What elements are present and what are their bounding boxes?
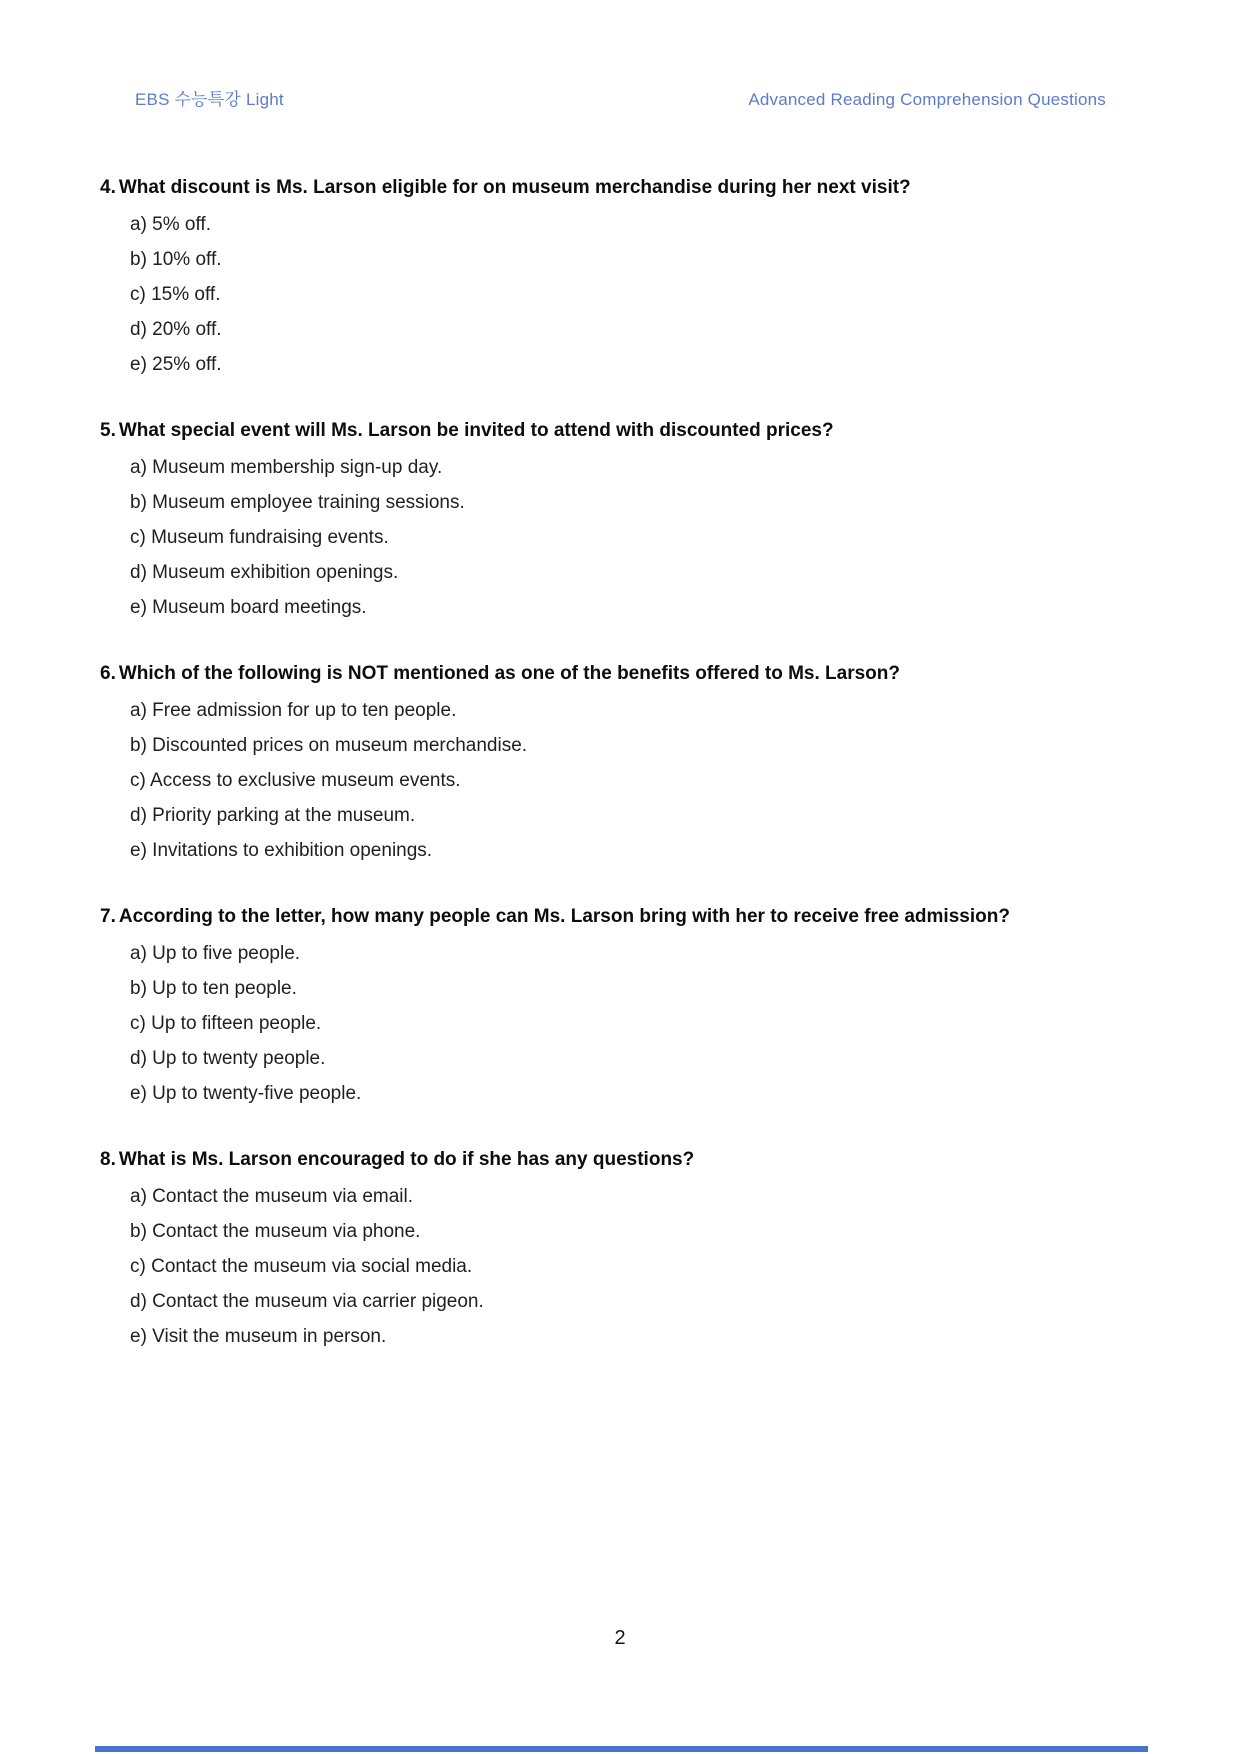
question-8-option-e: e) Visit the museum in person. (130, 1326, 387, 1347)
question-7-option-e: e) Up to twenty-five people. (130, 1083, 362, 1104)
question-7 (100, 899, 1145, 1111)
question-5-option-e: e) Museum board meetings. (130, 597, 367, 618)
question-8-option-a: a) Contact the museum via email. (130, 1186, 414, 1207)
question-6-option-a: a) Free admission for up to ten people. (130, 700, 457, 721)
question-7-option-b: b) Up to ten people. (130, 978, 297, 999)
question-text: What special event will Ms. Larson be invited to attend with discounted prices? (118, 420, 834, 441)
question-4-option-e: e) 25% off. (130, 354, 222, 375)
question-8-option-b: b) Contact the museum via phone. (130, 1221, 421, 1242)
header-right-title: Advanced Reading Comprehension Questions (748, 90, 1106, 109)
question-number: 7. (100, 906, 116, 927)
question-7-title (100, 899, 1023, 934)
question-4-option-d: d) 20% off. (130, 319, 222, 340)
question-number: 4. (100, 177, 116, 198)
question-text: What is Ms. Larson encouraged to do if she has any questions? (118, 1149, 695, 1170)
questions-area (100, 170, 1145, 1385)
question-7-option-c: c) Up to fifteen people. (130, 1013, 322, 1034)
question-8 (100, 1142, 1145, 1354)
question-5 (100, 413, 1145, 625)
question-number: 8. (100, 1149, 116, 1170)
question-number: 5. (100, 420, 116, 441)
question-8-option-c: c) Contact the museum via social media. (130, 1256, 473, 1277)
question-7-option-d: d) Up to twenty people. (130, 1048, 326, 1069)
question-6-option-c: c) Access to exclusive museum events. (130, 770, 461, 791)
question-4-option-b: b) 10% off. (130, 249, 222, 270)
question-6 (100, 656, 1145, 868)
question-5-option-a: a) Museum membership sign-up day. (130, 457, 443, 478)
question-4-option-a: a) 5% off. (130, 214, 211, 235)
question-number: 6. (100, 663, 116, 684)
question-5-option-d: d) Museum exhibition openings. (130, 562, 399, 583)
question-5-title (100, 413, 1145, 448)
question-4 (100, 170, 1145, 382)
question-4-title (100, 170, 1145, 205)
question-6-title (100, 656, 1145, 691)
question-text: According to the letter, how many people can Ms. Larson bring with her to receive free admission? (118, 906, 1010, 927)
page-number: 2 (614, 1627, 626, 1649)
question-6-option-d: d) Priority parking at the museum. (130, 805, 416, 826)
question-8-option-d: d) Contact the museum via carrier pigeon. (130, 1291, 484, 1312)
question-4-option-c: c) 15% off. (130, 284, 221, 305)
question-7-option-a: a) Up to five people. (130, 943, 301, 964)
question-5-option-b: b) Museum employee training sessions. (130, 492, 465, 513)
question-text: Which of the following is NOT mentioned as one of the benefits offered to Ms. Larson? (118, 663, 900, 684)
question-8-title (100, 1142, 1145, 1177)
footer-accent-bar (95, 1746, 1148, 1752)
question-6-option-b: b) Discounted prices on museum merchandise. (130, 735, 528, 756)
question-5-option-c: c) Museum fundraising events. (130, 527, 389, 548)
page-header (135, 88, 1106, 112)
question-text: What discount is Ms. Larson eligible for on museum merchandise during her next visit? (118, 177, 911, 198)
question-6-option-e: e) Invitations to exhibition openings. (130, 840, 433, 861)
header-left-title: EBS 수능특강 Light (135, 90, 284, 109)
